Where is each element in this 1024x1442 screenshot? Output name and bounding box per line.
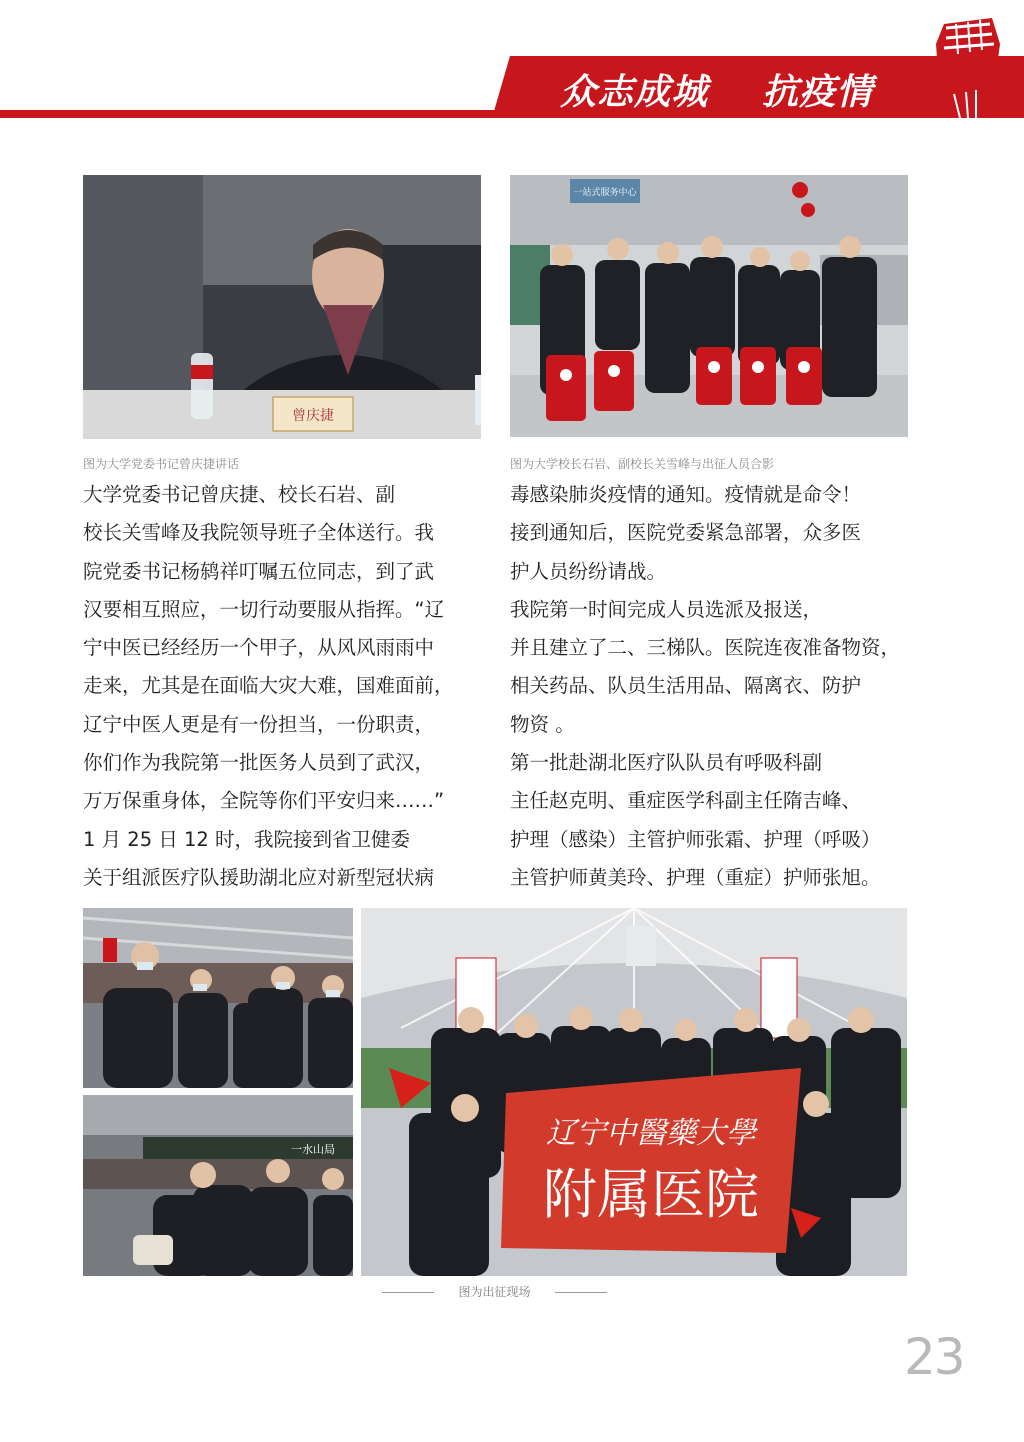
photo-group-suitcases <box>510 175 908 437</box>
photo-station-crowd <box>83 908 353 1088</box>
paragraph-line: 物资 。 <box>510 712 575 736</box>
paragraph-line: 走来，尤其是在面临大灾大难，国难面前， <box>83 674 454 698</box>
paragraph-line: 护理（感染）主管护师张霜、护理（呼吸） <box>510 827 881 851</box>
caption-photo-group: 图为大学校长石岩、副校长关雪峰与出征人员合影 <box>510 457 775 471</box>
nameplate-text: 曾庆捷 <box>292 408 334 424</box>
sign-top-text: 一站式服务中心 <box>573 188 637 198</box>
article-right-column <box>510 476 910 897</box>
paragraph-line: 我院第一时间完成人员选派及报送， <box>510 597 823 621</box>
photo-speech <box>83 175 481 439</box>
paragraph-line: 大学党委书记曾庆捷、校长石岩、副 <box>83 483 396 506</box>
photo-station-farewell <box>83 1095 353 1276</box>
page-number: 23 <box>904 1328 964 1386</box>
photo-group-banner <box>361 908 907 1276</box>
station-sign-text: 一水山局 <box>291 1143 335 1156</box>
paragraph-line: 校长关雪峰及我院领导班子全体送行。我 <box>83 521 435 545</box>
paragraph-line: 主任赵克明、重症医学科副主任隋吉峰、 <box>510 789 862 813</box>
paragraph-line: 第一批赴湖北医疗队队员有呼吸科副 <box>510 751 823 775</box>
caption-bottom <box>382 1283 607 1301</box>
caption-rule-right <box>555 1292 607 1293</box>
paragraph-line: 关于组派医疗队援助湖北应对新型冠状病 <box>83 865 435 889</box>
banner-line2-text: 附属医院 <box>543 1163 759 1226</box>
article-left-column <box>83 476 483 897</box>
paragraph-line: 汉要相互照应，一切行动要服从指挥。“辽 <box>83 597 445 621</box>
banner-line1-text: 辽宁中醫藥大學 <box>546 1116 756 1151</box>
paragraph-line: 毒感染肺炎疫情的通知。疫情就是命令！ <box>510 483 862 506</box>
paragraph-line: 院党委书记杨鸫祥叮嘱五位同志，到了武 <box>83 559 435 583</box>
header-title: 众志成城 抗疫情 <box>560 72 874 113</box>
paragraph-line: 接到通知后，医院党委紧急部署，众多医 <box>510 521 862 545</box>
paragraph-line: 相关药品、队员生活用品、隔离衣、防护 <box>510 674 862 698</box>
paragraph-line: 万万保重身体，全院等你们平安归来……” <box>83 789 445 813</box>
paragraph-line: 宁中医已经经历一个甲子，从风风雨雨中 <box>83 636 435 660</box>
paragraph-line: 护人员纷纷请战。 <box>510 559 667 583</box>
paragraph-line: 1 月 25 日 12 时，我院接到省卫健委 <box>83 827 411 851</box>
paragraph-line: 主管护师黄美玲、护理（重症）护师张旭。 <box>510 865 881 889</box>
fist-icon <box>930 14 1006 120</box>
paragraph-line: 辽宁中医人更是有一份担当，一份职责， <box>83 712 435 736</box>
paragraph-line: 并且建立了二、三梯队。医院连夜准备物资， <box>510 636 901 660</box>
paragraph-line: 你们作为我院第一批医务人员到了武汉， <box>83 751 435 775</box>
caption-photo-speech: 图为大学党委书记曾庆捷讲话 <box>83 457 240 471</box>
caption-bottom-text: 图为出征现场 <box>458 1285 531 1299</box>
